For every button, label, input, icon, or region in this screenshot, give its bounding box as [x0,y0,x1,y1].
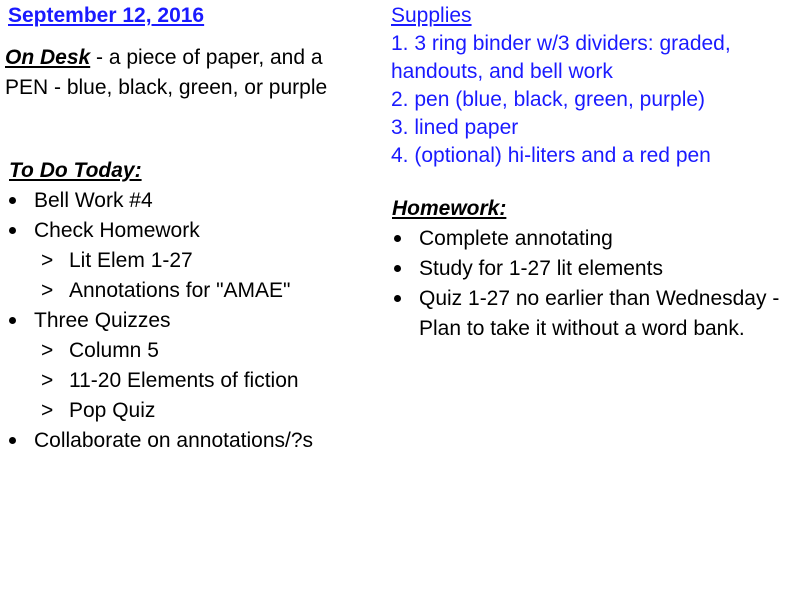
homework-item-text: Complete annotating [419,227,613,250]
supplies-section [391,2,800,170]
homework-item [392,254,800,284]
bullet-icon [9,197,16,204]
todo-list [7,186,377,456]
todo-heading: To Do Today: [9,159,142,182]
todo-subitem-text: Annotations for "AMAE" [69,279,291,302]
todo-item-text: Check Homework [34,219,200,242]
bullet-icon [394,265,401,272]
arrow-marker-icon: > [41,399,54,422]
todo-subitem-text: Lit Elem 1-27 [69,249,193,272]
arrow-marker-icon: > [41,369,54,392]
todo-subitem [7,336,377,366]
bullet-icon [9,317,16,324]
supplies-line[interactable]: 4. (optional) hi-liters and a red pen [391,144,711,167]
homework-list [392,224,800,344]
bullet-icon [394,295,401,302]
arrow-marker-icon: > [41,339,54,362]
homework-item-text: Quiz 1-27 no earlier than Wednesday - Plan to take it without a word bank. [419,287,780,340]
arrow-marker-icon: > [41,279,54,302]
todo-subitem [7,396,377,426]
bullet-icon [394,235,401,242]
bullet-icon [9,227,16,234]
on-desk-text: - a piece of paper, and a PEN - blue, black, green, or purple [5,46,328,99]
supplies-line[interactable]: 1. 3 ring binder w/3 dividers: graded, [391,32,731,55]
supplies-title[interactable]: Supplies [391,4,472,27]
todo-item [7,216,377,246]
todo-item [7,186,377,216]
arrow-marker-icon: > [41,249,54,272]
homework-heading: Homework: [392,197,507,220]
on-desk-note [5,43,355,103]
todo-item-text: Three Quizzes [34,309,171,332]
homework-item [392,284,800,344]
supplies-line[interactable]: handouts, and bell work [391,60,613,83]
todo-item [7,306,377,336]
supplies-line[interactable]: 2. pen (blue, black, green, purple) [391,88,706,111]
homework-item [392,224,800,254]
todo-item [7,426,377,456]
todo-subitem-text: Pop Quiz [69,399,156,422]
homework-item-text: Study for 1-27 lit elements [419,257,663,280]
todo-subitem [7,276,377,306]
todo-item-text: Collaborate on annotations/?s [34,429,314,452]
supplies-line[interactable]: 3. lined paper [391,116,519,139]
on-desk-label: On Desk [5,46,91,69]
todo-subitem-text: 11-20 Elements of fiction [69,369,299,392]
bullet-icon [9,437,16,444]
todo-subitem [7,366,377,396]
todo-subitem-text: Column 5 [69,339,159,362]
todo-item-text: Bell Work #4 [34,189,153,212]
todo-subitem [7,246,377,276]
date-heading[interactable]: September 12, 2016 [8,4,205,27]
